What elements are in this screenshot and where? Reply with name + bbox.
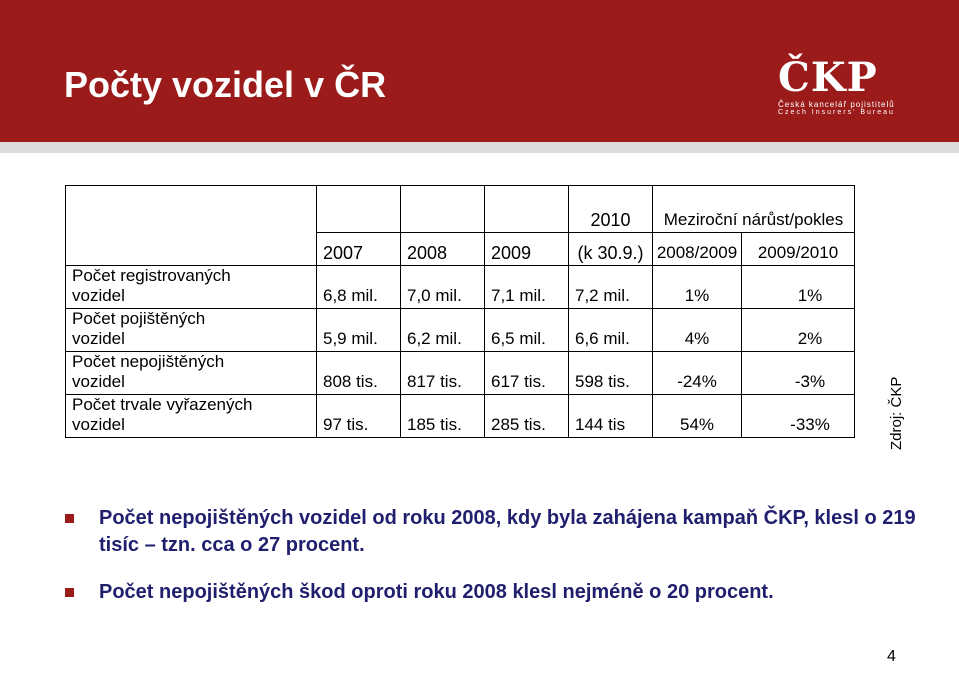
cell-change-2008-2009: 54%: [653, 395, 742, 438]
logo-subtitle-en: Czech Insurers' Bureau: [778, 109, 895, 116]
cell-2009: 285 tis.: [485, 395, 569, 438]
header-cell-2009-top: [485, 186, 569, 233]
slide-title: Počty vozidel v ČR: [64, 64, 387, 105]
header-year-2010: 2010: [569, 186, 653, 233]
table-row-uninsured: [66, 352, 855, 395]
header-yoy-change: Meziroční nárůst/pokles: [653, 186, 855, 233]
cell-change-2009-2010: -33%: [742, 395, 855, 438]
row-label: Počet pojištěných vozidel: [66, 309, 317, 352]
header-year-2008: 2008: [401, 233, 485, 266]
table-header-row-1: [66, 186, 855, 233]
bullet-list: [65, 505, 945, 626]
cell-change-2009-2010: 2%: [742, 309, 855, 352]
cell-2007: 6,8 mil.: [317, 266, 401, 309]
cell-2010: 7,2 mil.: [569, 266, 653, 309]
cell-2007: 97 tis.: [317, 395, 401, 438]
header-cell-2008-top: [401, 186, 485, 233]
logo-subtitle-cz: Česká kancelář pojistitelů: [778, 100, 895, 109]
cell-2007: 808 tis.: [317, 352, 401, 395]
bullet-text: Počet nepojištěných škod oproti roku 2008 klesl nejméně o 20 procent.: [99, 581, 774, 603]
header-change-2009-2010: 2009/2010: [742, 233, 855, 266]
cell-2008: 185 tis.: [401, 395, 485, 438]
bullet-text: Počet nepojištěných vozidel od roku 2008, kdy byla zahájena kampaň ČKP, klesl o 219 tisíc – tzn. cca o 27 procent.: [99, 507, 916, 556]
table-row-registered: [66, 266, 855, 309]
table-row-deregistered: [66, 395, 855, 438]
cell-2010: 598 tis.: [569, 352, 653, 395]
bullet-item: [65, 579, 945, 606]
logo-mark: ČKP: [778, 54, 878, 101]
cell-2007: 5,9 mil.: [317, 309, 401, 352]
square-bullet-icon: [65, 514, 74, 523]
cell-2008: 6,2 mil.: [401, 309, 485, 352]
square-bullet-icon: [65, 588, 74, 597]
header-cell-2007-top: [317, 186, 401, 233]
vehicle-statistics-table: [65, 185, 855, 438]
header-change-2008-2009: 2008/2009: [653, 233, 742, 266]
row-label: Počet nepojištěných vozidel: [66, 352, 317, 395]
cell-change-2009-2010: 1%: [742, 266, 855, 309]
cell-change-2008-2009: -24%: [653, 352, 742, 395]
cell-2009: 6,5 mil.: [485, 309, 569, 352]
title-bar-divider: [0, 142, 959, 153]
cell-change-2009-2010: -3%: [742, 352, 855, 395]
ckp-logo: [778, 54, 895, 116]
cell-2010: 144 tis: [569, 395, 653, 438]
bullet-item: [65, 505, 945, 559]
cell-2009: 7,1 mil.: [485, 266, 569, 309]
cell-2008: 817 tis.: [401, 352, 485, 395]
table-row-insured: [66, 309, 855, 352]
header-year-2007: 2007: [317, 233, 401, 266]
source-note: Zdroj: ČKP: [888, 376, 905, 450]
cell-2009: 617 tis.: [485, 352, 569, 395]
cell-2010: 6,6 mil.: [569, 309, 653, 352]
cell-change-2008-2009: 1%: [653, 266, 742, 309]
cell-2008: 7,0 mil.: [401, 266, 485, 309]
header-year-2009: 2009: [485, 233, 569, 266]
header-year-2010-note: (k 30.9.): [569, 233, 653, 266]
cell-change-2008-2009: 4%: [653, 309, 742, 352]
page-number: 4: [887, 648, 896, 665]
row-label: Počet registrovaných vozidel: [66, 266, 317, 309]
table-corner-cell: [66, 186, 317, 266]
row-label: Počet trvale vyřazených vozidel: [66, 395, 317, 438]
